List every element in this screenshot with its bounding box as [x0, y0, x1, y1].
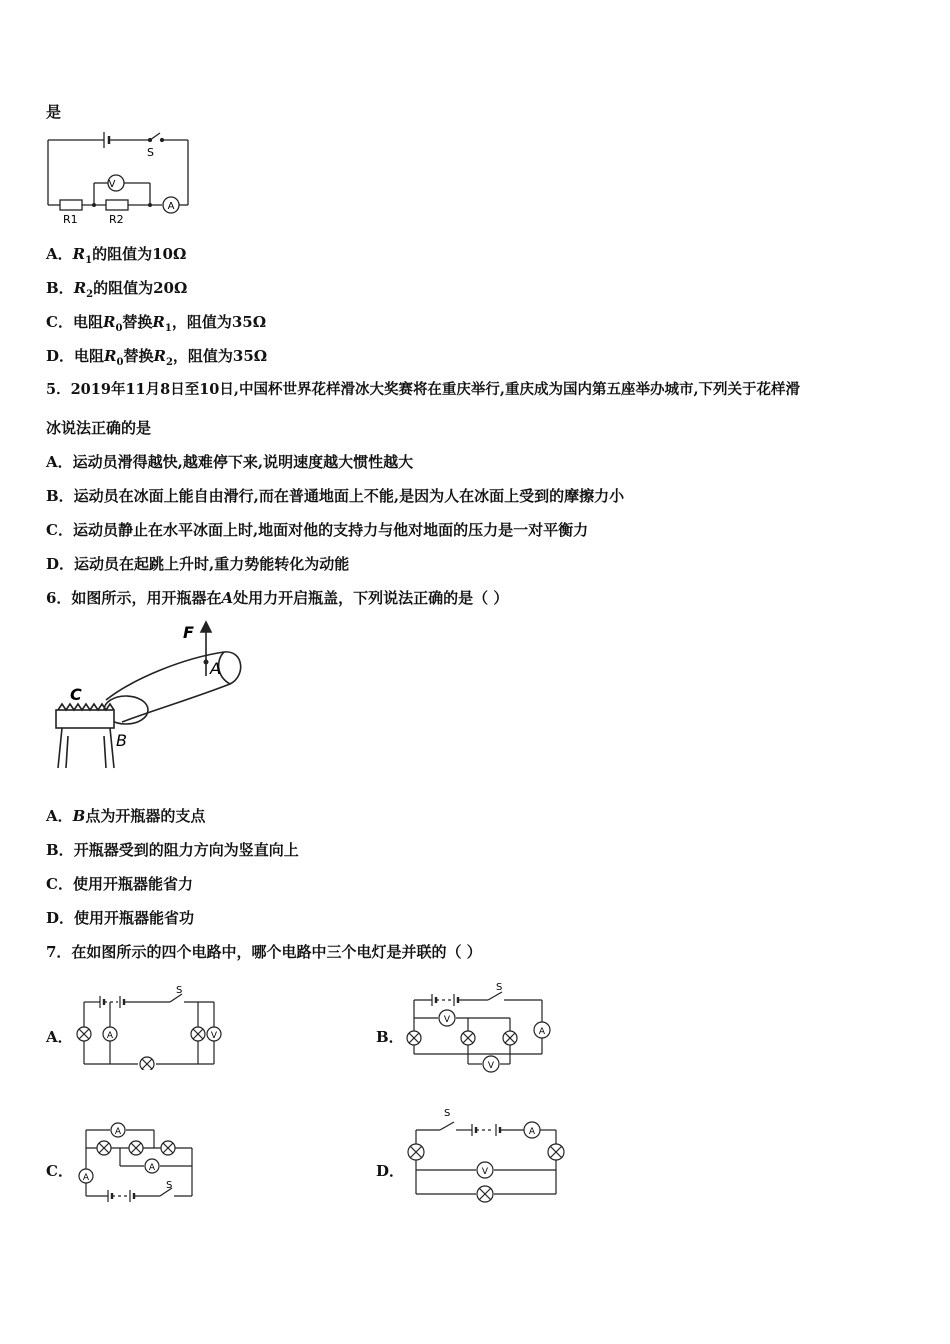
q7a-label-voltmeter: V — [210, 1031, 218, 1041]
q6-option-b: B．开瓶器受到的阻力方向为竖直向上 — [46, 841, 299, 859]
q7a-label-switch: S — [176, 985, 183, 996]
q7-option-d-key: D． — [376, 1162, 405, 1180]
q7d-label-switch: S — [444, 1108, 451, 1119]
q7b-label-voltmeter-top: V — [443, 1015, 451, 1025]
q6-label-force: F — [183, 623, 194, 642]
q4-label-voltmeter: V — [108, 179, 116, 190]
q7-option-a-key: A． — [46, 1028, 73, 1046]
q5-option-a: A．运动员滑得越快,越难停下来,说明速度越大惯性越大 — [46, 453, 414, 471]
q7-option-b-key: B． — [376, 1028, 404, 1046]
q5-option-c: C．运动员静止在水平冰面上时,地面对他的支持力与他对地面的压力是一对平衡力 — [46, 521, 589, 539]
q7-stem: 7．在如图所示的四个电路中，哪个电路中三个电灯是并联的（ ） — [46, 943, 482, 961]
q7c-label-ammeter-mid: A — [148, 1163, 156, 1173]
q7a-label-ammeter: A — [106, 1031, 114, 1041]
q4-label-ammeter: A — [167, 201, 175, 212]
q7c-label-ammeter-top: A — [114, 1127, 122, 1137]
q7-circuit-d — [404, 1102, 574, 1206]
q7c-label-switch: S — [166, 1180, 173, 1191]
q5-stem-line1: 5．2019年11月8日至10日,中国杯世界花样滑冰大奖赛将在重庆举行,重庆成为国内第五座举办城市,下列关于花样滑 — [46, 381, 801, 398]
q7b-label-switch: S — [496, 982, 503, 993]
q6-option-c: C．使用开瓶器能省力 — [46, 875, 193, 893]
q7b-label-voltmeter-bottom: V — [487, 1061, 495, 1071]
q5-option-d: D．运动员在起跳上升时,重力势能转化为动能 — [46, 555, 350, 573]
q4-circuit-figure — [44, 128, 194, 226]
q7-circuit-b — [404, 980, 564, 1076]
q5-option-b: B．运动员在冰面上能自由滑行,而在普通地面上不能,是因为人在冰面上受到的摩擦力小 — [46, 487, 625, 505]
q6-label-point-c: C — [70, 685, 82, 704]
q6-label-point-a: A — [210, 659, 221, 678]
q7c-label-ammeter-left: A — [82, 1173, 90, 1183]
q6-option-a: A．B点为开瓶器的支点 — [46, 807, 206, 825]
q6-option-d: D．使用开瓶器能省功 — [46, 909, 195, 927]
q7b-label-ammeter: A — [538, 1027, 546, 1037]
q6-bottle-opener-figure — [44, 618, 248, 778]
q4-label-r2: R2 — [109, 213, 124, 226]
q4-stem-tail: 是 — [46, 103, 62, 121]
q4-option-b: B．$R_2$的阻值为20Ω — [46, 279, 188, 300]
q7-circuit-a — [74, 984, 224, 1070]
q4-option-d: D．电阻$R_0$替换$R_2$，阻值为35Ω — [46, 347, 268, 368]
q6-stem: 6．如图所示，用开瓶器在A处用力开启瓶盖，下列说法正确的是（ ） — [46, 589, 509, 607]
q7d-label-voltmeter: V — [481, 1167, 489, 1177]
q4-label-switch: S — [147, 146, 154, 159]
q7-circuit-c — [74, 1118, 204, 1206]
q4-label-r1: R1 — [63, 213, 78, 226]
q5-stem-line2: 冰说法正确的是 — [46, 419, 152, 437]
q7d-label-ammeter: A — [528, 1127, 536, 1137]
q4-option-a: A．$R_1$的阻值为10Ω — [46, 245, 187, 266]
q6-label-point-b: B — [116, 731, 127, 750]
q7-option-c-key: C． — [46, 1162, 73, 1180]
q4-option-c: C．电阻$R_0$替换$R_1$，阻值为35Ω — [46, 313, 267, 334]
